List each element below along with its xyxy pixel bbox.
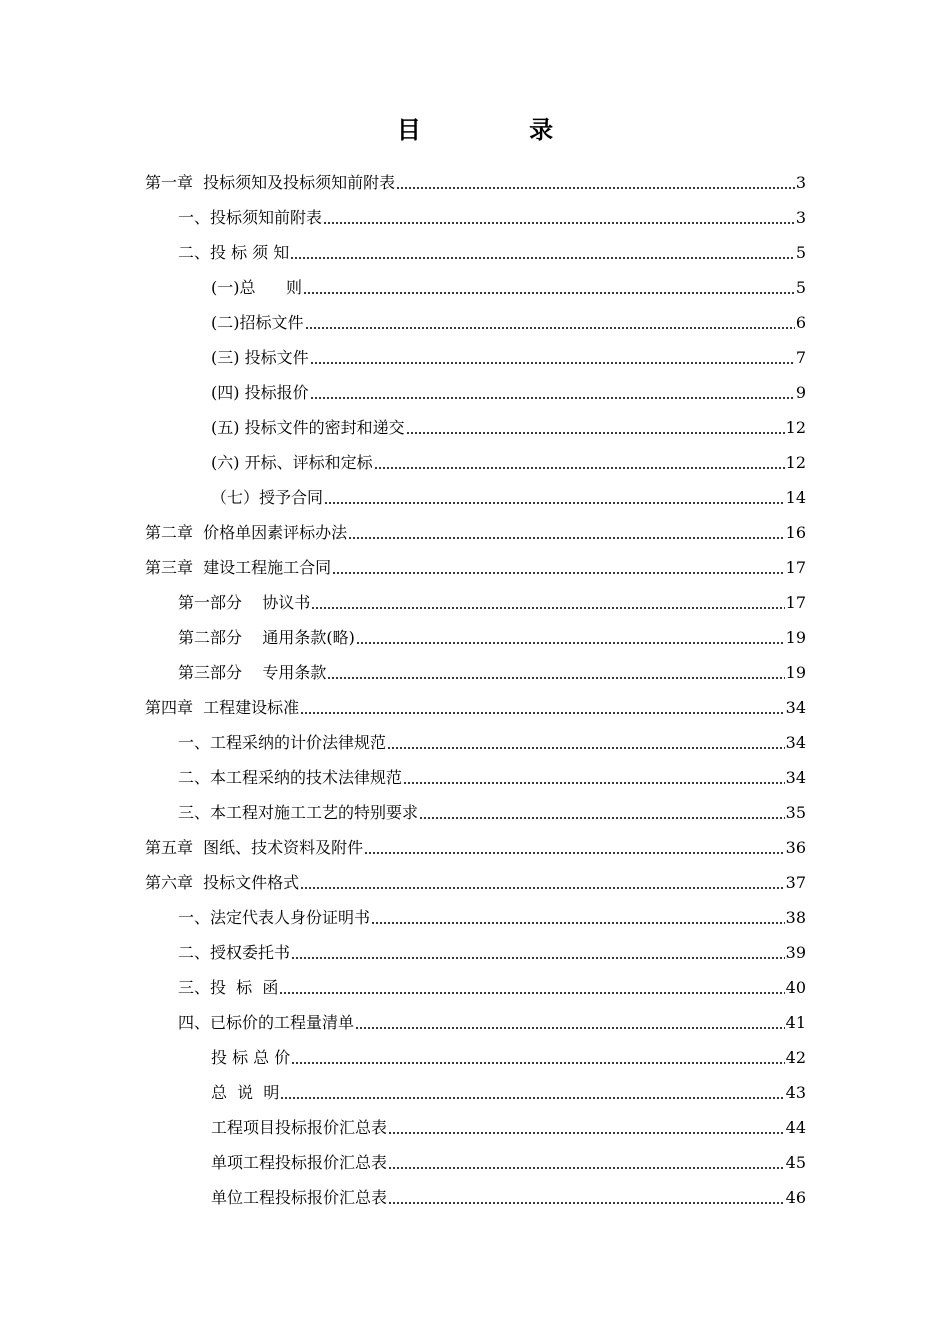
- toc-entry[interactable]: [211, 1075, 806, 1110]
- toc-entry[interactable]: [211, 375, 806, 410]
- toc-entry[interactable]: [211, 1040, 806, 1075]
- toc-entry-title: 第五章 图纸、技术资料及附件: [145, 838, 364, 857]
- toc-entry[interactable]: [211, 1110, 806, 1145]
- toc-entry-title: 第六章 投标文件格式: [145, 873, 300, 892]
- toc-entry[interactable]: [211, 305, 806, 340]
- toc-entry-page-number: 5: [795, 278, 806, 297]
- dot-leader: [403, 782, 785, 784]
- toc-entry[interactable]: [178, 1005, 806, 1040]
- toc-entry-title: 第三部分 专用条款: [178, 663, 327, 682]
- toc-entry-page-number: 14: [785, 488, 806, 507]
- dot-leader: [364, 852, 784, 854]
- dot-leader: [291, 1062, 784, 1064]
- toc-entry[interactable]: [211, 270, 806, 305]
- toc-entry-page-number: 34: [785, 698, 806, 717]
- toc-entry-title: (四) 投标报价: [211, 383, 309, 402]
- dot-leader: [332, 572, 784, 574]
- toc-entry-title: 第四章 工程建设标准: [145, 698, 300, 717]
- toc-entry-title: 单位工程投标报价汇总表: [211, 1188, 388, 1207]
- toc-entry-title: 二、本工程采纳的技术法律规范: [178, 768, 403, 787]
- toc-entry-title: 工程项目投标报价汇总表: [211, 1118, 388, 1137]
- toc-entry-page-number: 36: [785, 838, 806, 857]
- toc-entry-page-number: 41: [785, 1013, 806, 1032]
- toc-entry[interactable]: [178, 200, 806, 235]
- dot-leader: [419, 817, 785, 819]
- dot-leader: [388, 1202, 785, 1204]
- toc-entry[interactable]: [145, 865, 806, 900]
- toc-entry-title: 一、工程采纳的计价法律规范: [178, 733, 387, 752]
- dot-leader: [388, 1167, 785, 1169]
- dot-leader: [279, 992, 784, 994]
- toc-entry[interactable]: [211, 340, 806, 375]
- toc-entry-page-number: 44: [785, 1118, 806, 1137]
- dot-leader: [371, 922, 785, 924]
- toc-entry-title: (二)招标文件: [211, 313, 304, 332]
- toc-entry-title: 二、授权委托书: [178, 943, 291, 962]
- dot-leader: [290, 257, 795, 259]
- dot-leader: [305, 327, 795, 329]
- dot-leader: [323, 222, 795, 224]
- toc-entry-title: (三) 投标文件: [211, 348, 309, 367]
- toc-entry-page-number: 19: [785, 628, 806, 647]
- toc-entry-page-number: 39: [785, 943, 806, 962]
- toc-entry[interactable]: [211, 480, 806, 515]
- toc-entry[interactable]: [211, 410, 806, 445]
- toc-entry-page-number: 45: [785, 1153, 806, 1172]
- dot-leader: [355, 1027, 785, 1029]
- toc-entry-page-number: 12: [785, 418, 806, 437]
- toc-entry[interactable]: [145, 165, 806, 200]
- dot-leader: [406, 432, 785, 434]
- toc-entry-title: （七）授予合同: [211, 488, 324, 507]
- toc-entry-title: 第三章 建设工程施工合同: [145, 558, 332, 577]
- dot-leader: [396, 187, 795, 189]
- toc-entry[interactable]: [178, 760, 806, 795]
- toc-entry-title: 一、法定代表人身份证明书: [178, 908, 371, 927]
- toc-entry-page-number: 38: [785, 908, 806, 927]
- toc-entry-page-number: 40: [785, 978, 806, 997]
- toc-entry-page-number: 42: [785, 1048, 806, 1067]
- dot-leader: [388, 1132, 785, 1134]
- toc-entry[interactable]: [145, 550, 806, 585]
- toc-entry[interactable]: [211, 445, 806, 480]
- dot-leader: [303, 292, 795, 294]
- toc-entry[interactable]: [178, 620, 806, 655]
- toc-entry-page-number: 34: [785, 768, 806, 787]
- toc-entry-title: 第二部分 通用条款(略): [178, 628, 355, 647]
- toc-entry-page-number: 3: [795, 208, 806, 227]
- toc-entry[interactable]: [211, 1145, 806, 1180]
- toc-entry-title: 三、本工程对施工工艺的特别要求: [178, 803, 419, 822]
- toc-entry[interactable]: [178, 935, 806, 970]
- dot-leader: [387, 747, 785, 749]
- toc-entry-title: 第一章 投标须知及投标须知前附表: [145, 173, 396, 192]
- toc-entry-title: 单项工程投标报价汇总表: [211, 1153, 388, 1172]
- toc-entry-title: 第二章 价格单因素评标办法: [145, 523, 348, 542]
- toc-title: 目 录: [396, 116, 604, 144]
- toc-entry[interactable]: [178, 795, 806, 830]
- toc-entry[interactable]: [145, 690, 806, 725]
- toc-entry-title: 二、投 标 须 知: [178, 243, 290, 262]
- toc-entry-page-number: 5: [795, 243, 806, 262]
- toc-entry[interactable]: [178, 900, 806, 935]
- toc-entry-page-number: 6: [795, 313, 806, 332]
- toc-entry-title: 投 标 总 价: [211, 1048, 291, 1067]
- toc-entry[interactable]: [178, 970, 806, 1005]
- toc-entry[interactable]: [178, 725, 806, 760]
- toc-entry-title: 四、已标价的工程量清单: [178, 1013, 355, 1032]
- dot-leader: [300, 712, 784, 714]
- dot-leader: [310, 362, 795, 364]
- toc-entry[interactable]: [178, 655, 806, 690]
- toc-entry-title: 三、投 标 函: [178, 978, 279, 997]
- toc-entry-page-number: 37: [785, 873, 806, 892]
- toc-entry[interactable]: [211, 1180, 806, 1215]
- toc-entry-page-number: 46: [785, 1188, 806, 1207]
- toc-entry-page-number: 3: [795, 173, 806, 192]
- dot-leader: [374, 467, 785, 469]
- toc-entry-title: 一、投标须知前附表: [178, 208, 323, 227]
- toc-entry-page-number: 35: [785, 803, 806, 822]
- toc-entry-page-number: 7: [795, 348, 806, 367]
- toc-entry[interactable]: [178, 585, 806, 620]
- toc-entry-title: (五) 投标文件的密封和递交: [211, 418, 405, 437]
- toc-entry-page-number: 43: [785, 1083, 806, 1102]
- dot-leader: [356, 642, 785, 644]
- dot-leader: [280, 1097, 784, 1099]
- toc-entry-page-number: 17: [785, 593, 806, 612]
- toc-entry[interactable]: [145, 830, 806, 865]
- dot-leader: [327, 677, 784, 679]
- dot-leader: [311, 607, 784, 609]
- toc-entry-page-number: 34: [785, 733, 806, 752]
- dot-leader: [324, 502, 785, 504]
- dot-leader: [291, 957, 785, 959]
- toc-entry-page-number: 12: [785, 453, 806, 472]
- dot-leader: [310, 397, 795, 399]
- toc-entry-title: (六) 开标、评标和定标: [211, 453, 373, 472]
- toc-entry-title: (一)总 则: [211, 278, 303, 297]
- toc-entry-page-number: 9: [795, 383, 806, 402]
- toc-entry-title: 总 说 明: [211, 1083, 280, 1102]
- toc-entry-title: 第一部分 协议书: [178, 593, 311, 612]
- dot-leader: [348, 537, 784, 539]
- toc-entry-page-number: 16: [785, 523, 806, 542]
- toc-entry[interactable]: [145, 515, 806, 550]
- dot-leader: [300, 887, 784, 889]
- toc-entry[interactable]: [178, 235, 806, 270]
- toc-entry-page-number: 19: [785, 663, 806, 682]
- toc-entry-page-number: 17: [785, 558, 806, 577]
